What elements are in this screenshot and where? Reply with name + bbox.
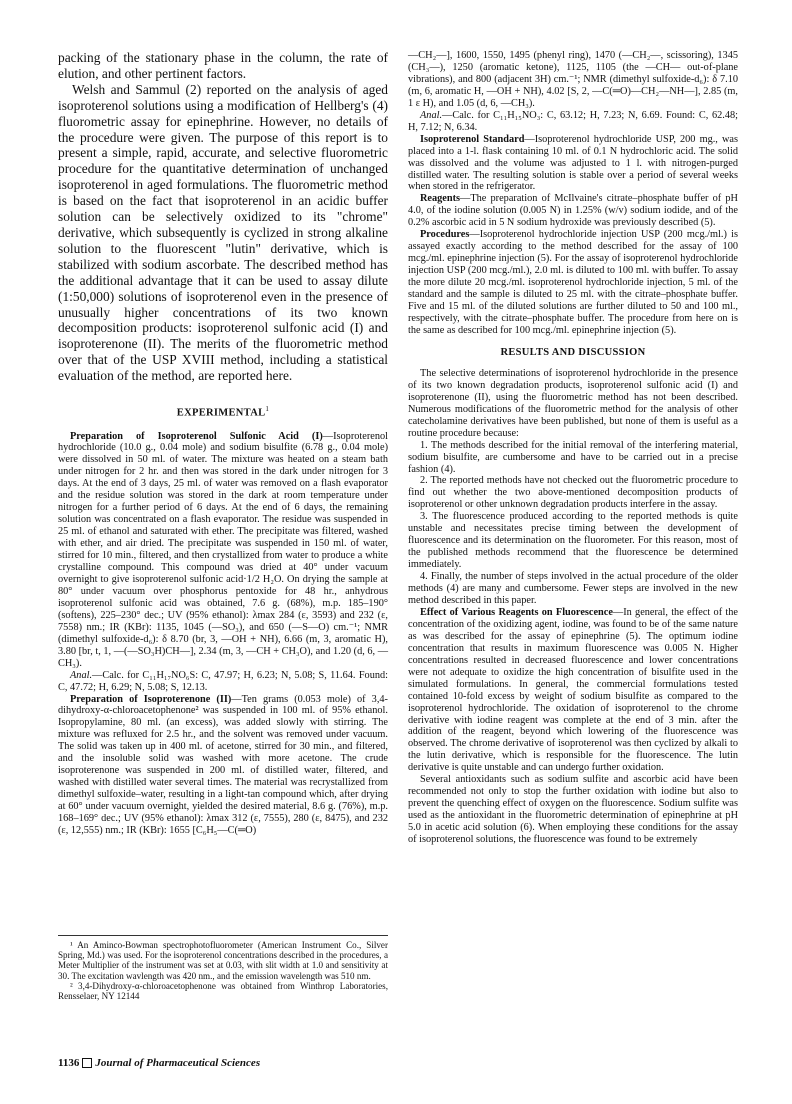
effect-paragraph (408, 607, 738, 774)
right-column (408, 50, 738, 846)
antioxidants-paragraph: Several antioxidants such as sodium sulfite and ascorbic acid have been recommended not only to stop the further oxidation with iodine but also to prevent the quenching effect of oxygen on the fluorescence. Sodium sulfite was used as the antioxidant in the fluorometric determination of epinephrine at pH 5.0 in acetic acid solution (6). When employing these conditions for the assay of isoproterenol solutions, the fluorescence was found to be extremely (408, 774, 738, 846)
footnotes (58, 935, 388, 1001)
experimental-heading (58, 405, 388, 419)
journal-name: Journal of Pharmaceutical Sciences (95, 1057, 261, 1069)
results-list-item: 4. Finally, the number of steps involved in the actual procedure of the older methods (4) are many and cumbersome. Fewer steps are involved in the new method described in this paper. (408, 571, 738, 606)
experimental-heading-text: EXPERIMENTAL (176, 407, 266, 419)
prep-isoproterenone-text: —Ten grams (0.053 mole) of 3,4-dihydroxy-α-chloroacetophenone² was suspended in 100 ml. of 95% ethanol. Isopropylamine, 80 ml. (an excess), was added slowly with stirring. The mixture was refluxed for 2.5 hr., and the solvent was removed under vacuum. The solid was taken up in 400 ml. of acetone, stirred for 30 min., and filtered, and the insoluble solid was washed with more acetone. The crude isoproterenone was suspended in 200 ml. of distilled water, filtered, and washed with distilled water several times. The material was recrystallized from dimethyl sulfoxide–water, resulting in a light-tan compound which, after drying at 60° under vacuum overnight, yielded the desired material, 8.6 g. (76%), m.p. 168–169° dec.; UV (95% ethanol): λmax 312 (ε, 7555), 280 (ε, 8475), and 232 (ε, 12,555) nm.; IR (KBr): 1655 [C₆H₅—C(═O) (58, 693, 388, 836)
footnote-marker: 1 (265, 405, 270, 414)
anal-isoproterenone-paragraph (408, 110, 738, 134)
page-footer (58, 1057, 260, 1069)
results-heading: RESULTS AND DISCUSSION (500, 346, 646, 358)
anal-sulfonic-acid-text: —Calc. for C₁₁H₁₇NO₆S: C, 47.97; H, 6.23; N, 5.08; S, 11.64. Found: C, 47.72; H, 6.29; N, 5.08; S, 12.13. (58, 669, 388, 693)
procedures-text: —Isoproterenol hydrochloride injection USP (200 mcg./ml.) is assayed exactly according to the method described for the assay of 100 mcg./ml. epinephrine injection (5). For the assay of isoproterenol hydrochloride injection USP (200 mcg./ml.), 2.0 ml. is diluted to 100 ml. with buffer. To assay the more dilute 20 mcg./ml. isoproterenol hydrochloride injection, 5 ml. of the standard and the sample is diluted to 25 ml. with the citrate–phosphate buffer. Five and 15 ml. of the diluted solutions are further diluted to 50 and 100 ml., respectively, with the citrate–phosphate buffer. The procedure from here on is the same as described for 100 mcg./ml. epinephrine injection (5). (408, 229, 738, 336)
anal-isoproterenone-text: —Calc. for C₁₁H₁₅NO₃: C, 63.12; H, 7.23; N, 6.69. Found: C, 62.48; H, 7.12; N, 6.34. (408, 109, 738, 133)
anal-sulfonic-acid-paragraph (58, 670, 388, 694)
prep-sulfonic-acid-heading: Preparation of Isoproterenol Sulfonic Acid (I) (70, 430, 323, 442)
results-paragraph: The selective determinations of isoproterenol hydrochloride in the presence of its two known degradation products, isoproterenol sulfonic acid (I) and isoproterenone (II), using the fluorometric method has not been described. Numerous modifications of the fluorometric method for the analysis of other catecholamine derivatives have been published, but none of them is useful as a routine procedure because: (408, 367, 738, 439)
standard-heading: Isoproterenol Standard (420, 133, 525, 145)
anal-label: Anal. (70, 669, 93, 681)
procedures-paragraph (408, 229, 738, 337)
intro-paragraph: packing of the stationary phase in the column, the rate of elution, and other pertinent factors. (58, 50, 388, 81)
results-list-item: 3. The fluorescence produced according to the reported methods is quite unstable and necessitates precise timing between the development of fluorescence and its determination on the fluorometer. For this reason, most of the published methods recommend that the fluorescence be determined immediately. (408, 511, 738, 571)
footnote: ² 3,4-Dihydroxy-α-chloroacetophenone was obtained from Winthrop Laboratories, Rensselaer, NY 12144 (58, 980, 388, 1002)
effect-text: —In general, the effect of the concentration of the oxidizing agent, iodine, was found to be of the same nature as was described for the assay of epinephrine (5). The optimum iodine concentration that results in maximum fluorescence was 0.005 N. Higher concentrations resulted in decreased fluorescence and lower concentrations were not adequate to oxidize the high concentration of bisulfite used in the simulated formulations. In general, the commercial formulations tested contained 10-fold excess by weight of sodium bisulfite as compared to the isoproterenol hydrochloride. The oxidation of isoproterenol to the chrome derivative with iodine reagent was complete at the end of 3 min. after the addition of the reagent, beyond which lowering of the fluorescence was observed. The chrome derivative of isoproterenol was then cyclized by alkali to the lutin derivative, which is responsible for the fluorescence. The lutin derivative is quite unstable and can undergo further oxidation. (408, 606, 738, 774)
ir-continuation-paragraph: —CH₂—], 1600, 1550, 1495 (phenyl ring), 1470 (—CH₂—, scissoring), 1345 (CH₃—), 1250 (aromatic ketone), 1125, 1105 (the —CH— out-of-plane vibrations), and 800 (adjacent 3H) cm.⁻¹; NMR (dimethyl sulfoxide-d₆): δ 7.10 (m, 6, aromatic H, —OH + NH), 4.02 [S, 2, —C(═O)—CH₂—NH—], 2.85 (m, 1 ε H), and 1.05 (d, 6, —CH₃). (408, 50, 738, 109)
effect-heading: Effect of Various Reagents on Fluorescence (420, 606, 613, 618)
prep-sulfonic-acid-paragraph (58, 431, 388, 670)
standard-text: —Isoproterenol hydrochloride USP, 200 mg., was placed into a 1-l. flask containing 10 ml. of 0.1 N hydrochloric acid. The solid was dissolved and the volume was adjusted to 1 l. with nitrogen-purged distilled water. The resulting solution is stable over a period of several weeks when stored in the refrigerator. (408, 133, 738, 193)
results-list-item: 2. The reported methods have not checked out the fluorometric procedure to find out whether the two above-mentioned decomposition products of isoproterenol or other unknown degradation products interfere in the assay. (408, 475, 738, 511)
intro-paragraph: Welsh and Sammul (2) reported on the analysis of aged isoproterenol solutions using a modification of Hellberg's (4) fluorometric assay for epinephrine. However, no details of the procedure were given. The purpose of this report is to present a simple, rapid, accurate, and selective fluorometric procedure for the quantitative determination of unchanged isoproterenol in aged formulations. The fluorometric method is based on the fact that isoproterenol in an acidic buffer solution can be selectively oxidized to its "chrome" derivative, which subsequently is cyclized in strong alkaline solution to the fluorescent "lutin" derivative, which is stabilized with sodium ascorbate. The described method has the additional advantage that it can be used to assay dilute (1:50,000) solutions of isoproterenol even in the presence of unusually higher concentrations of its two known decomposition products: isoproterenol sulfonic acid (I) and isoproterenone (II). The merits of the fluorometric method over that of the USP XVIII method, including a statistical evaluation of the method, are reported here. (58, 81, 388, 384)
reagents-text: —The preparation of McIlvaine's citrate–phosphate buffer of pH 4.0, of the iodine solution (0.005 N) in 1.25% (w/v) sodium iodide, and of the 0.2% ascorbic acid in 5 N sodium hydroxide was previously described (5). (408, 193, 738, 229)
results-list-item: 1. The methods described for the initial removal of the interfering material, sodium bisulfite, are cumbersome and have to be carried out in a precise fashion (4). (408, 439, 738, 475)
footnote: ¹ An Aminco-Bowman spectrophotofluorometer (American Instrument Co., Silver Spring, Md.) was used. For the isoproterenol concentrations described in the procedures, a Meter Multiplier of the instrument was set at 0.03, with slit width at 1.0 and sensitivity at 30. The excitation wavlength was 420 nm., and the emission wavelength was 510 nm. (58, 940, 388, 981)
left-column (58, 50, 388, 837)
prep-isoproterenone-heading: Preparation of Isoproterenone (II) (70, 693, 232, 705)
procedures-heading: Procedures (420, 229, 470, 241)
experimental-section (58, 431, 388, 837)
reagents-paragraph (408, 193, 738, 229)
standard-paragraph (408, 134, 738, 194)
anal-label: Anal. (420, 109, 443, 121)
square-box-icon (82, 1058, 92, 1068)
reagents-heading: Reagents (420, 193, 461, 205)
page-number: 1136 (58, 1057, 80, 1069)
prep-isoproterenone-paragraph (58, 694, 388, 837)
introduction (58, 50, 388, 384)
prep-sulfonic-acid-text: —Isoproterenol hydrochloride (10.0 g., 0.04 mole) and sodium bisulfite (6.78 g., 0.04 mole) were dissolved in 50 ml. of water. The mixture was heated on a steam bath under nitrogen for 2 hr. and then was stored in the dark under nitrogen for 3 days. At the end of 3 days, 25 ml. of water was removed on a flash evaporator and the residue solution was stored in the dark at room temperature under nitrogen for a further period of 6 days. At the end of 6 days, the remaining solution was concentrated on a flash evaporator. The residue was suspended in 25 ml. of ethanol and saturated with ether. The precipitate was filtered, washed with ether, and air dried. The precipitate was suspended in 150 ml. of water, stirred for 10 min., filtered, and then crystallized from water to produce a white crystalline compound. This compound was dried at 40° under vacuum overnight to give isoproterenol sulfonic acid·1/2 H₂O. On drying the sample at 80° under vacuum over phosphorus pentoxide for 48 hr., anhydrous isoproterenol sulfonic acid was obtained, 7.6 g. (68%), m.p. 185–190° (softens), 225–230° dec.; UV (95% ethanol): λmax 284 (ε, 3593) and 232 (ε, 7558) nm.; IR (KBr): 1135, 1045 (—SO₃), and 650 (—S—O) cm.⁻¹; NMR (dimethyl sulfoxide-d₆): δ 8.70 (br, 3, —OH + NH), 6.66 (m, 3, aromatic H), 3.80 [br, t, 1, —(—SO₃H)CH—], 2.34 (m, 3, —CH + CH₃O), and 1.20 (d, 6, —CH₃). (58, 430, 388, 669)
